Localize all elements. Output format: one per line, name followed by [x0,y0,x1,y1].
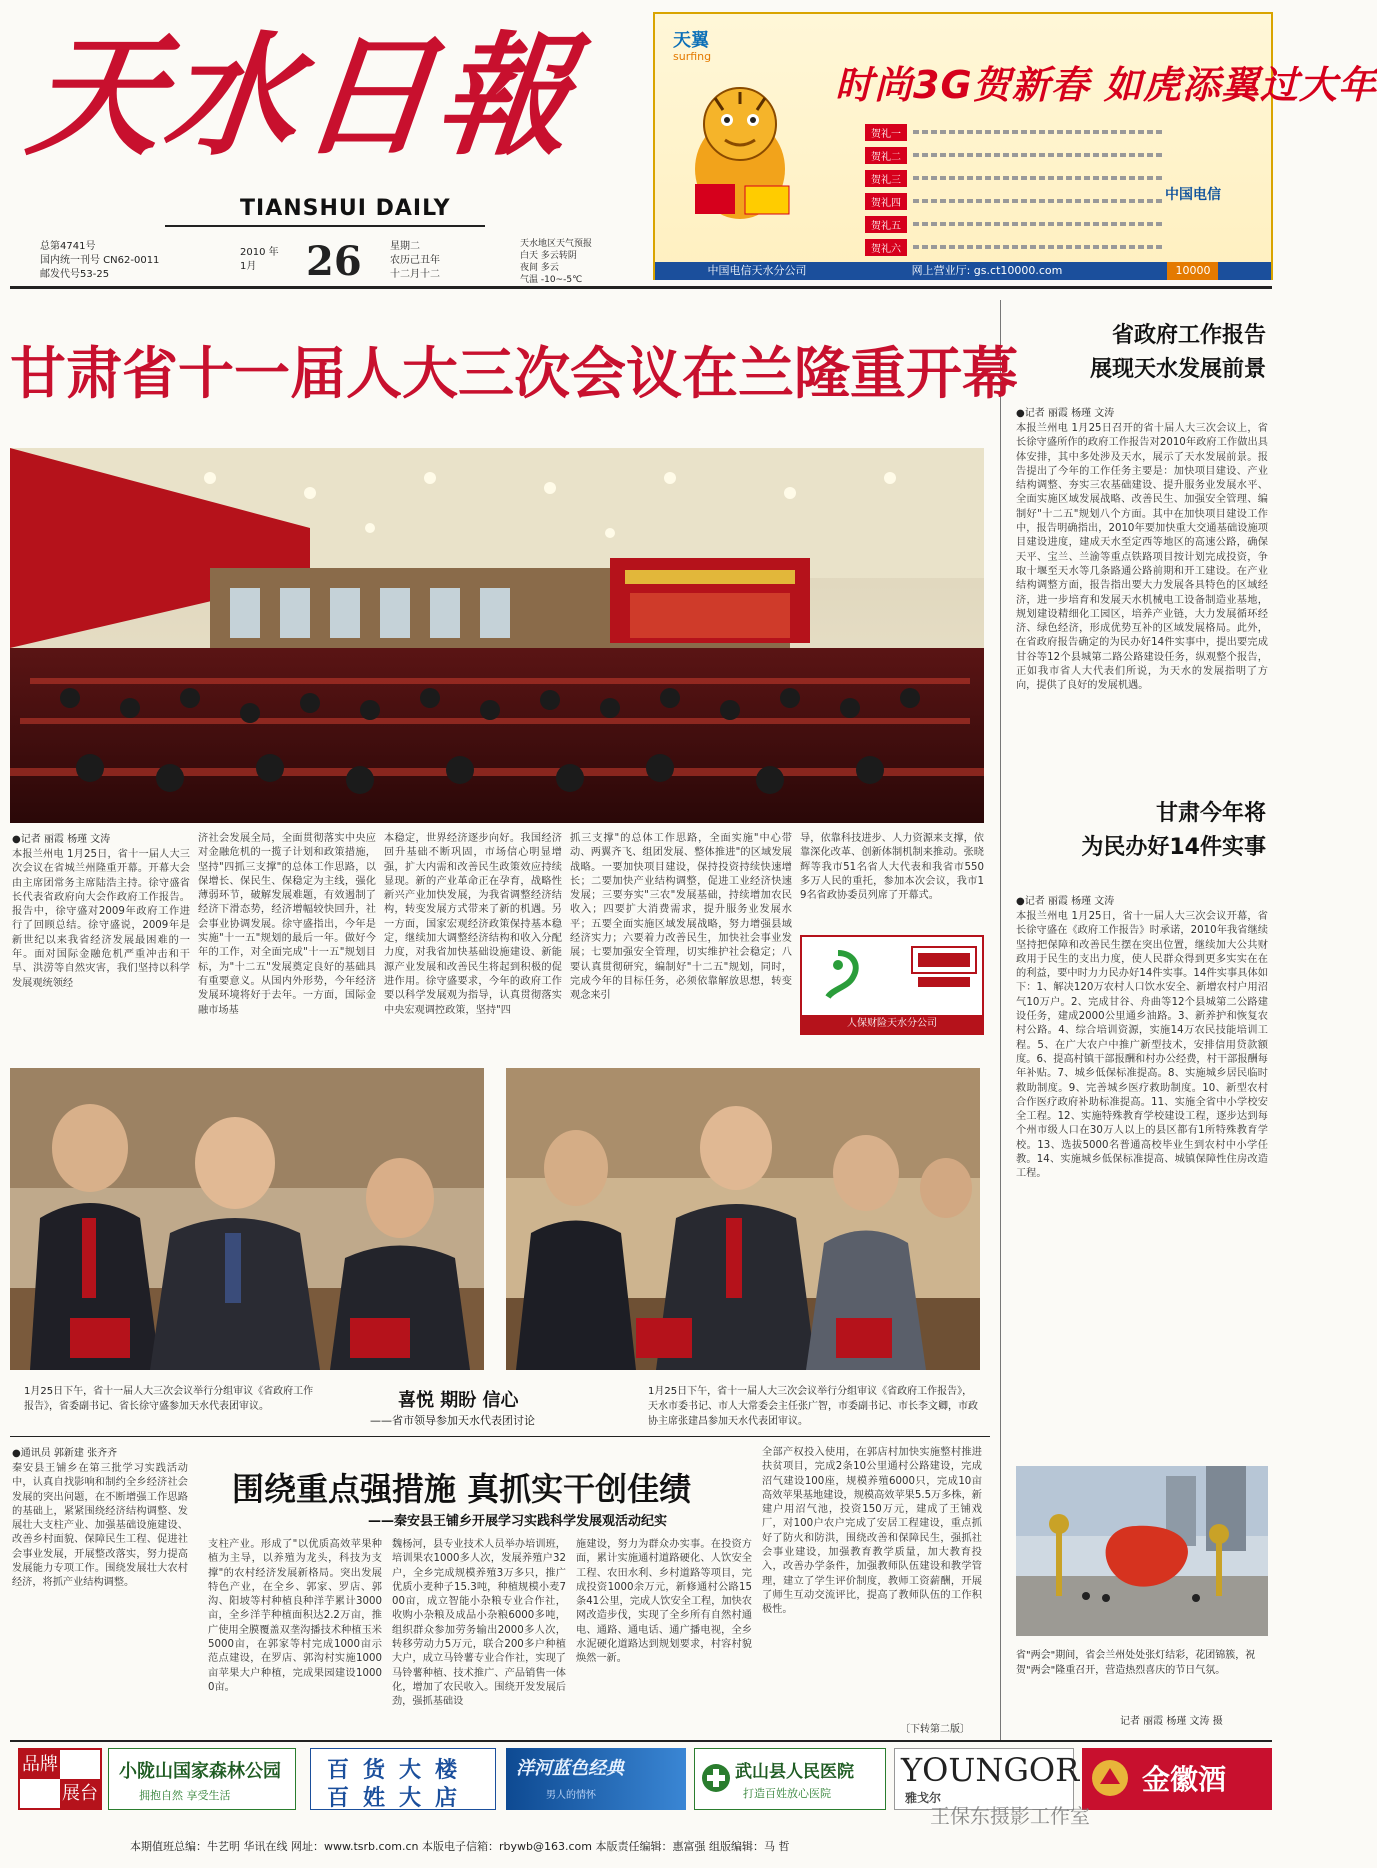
weather-night: 夜间 多云 [520,263,559,273]
side-text-2: 本报兰州电 1月25日，省十一届人大三次会议开幕，省长徐守盛在《政府工作报告》时承诺，2010年我省继续坚持把保障和改善民生摆在突出位置，继续加大公共财政用于民生的支出力度，使人民群众得到更多实实在在的利益，要中时力力民办好14件实事。14件实事具体如下：1、解决120万农村人口饮水安全、新增农村户用沼气10万户。2、完成甘谷、舟曲等12个县城第二公路建设任务，建成2000公里通乡油路。3、新养护和恢复农村公路。4、综合培训资源，实施14万农民技能培训工程。5、在广大农户中推广新型技术，安排信用贷款额度。6、提高村镇干部报酬和村办公经费，村干部报酬每年补贴。7、城乡低保标准提高。8、实施城乡居民临时救助制度。9、完善城乡医疗救助制度。10、新型农村合作医疗政府补助标准提高。11、实施全省中小学校安全工程。12、实施特殊教育学校建设工程，逐步达到每个州市级人口在30万人以上的县区都有1所特殊教育学校。13、选拔5000名普通高校毕业生到农村中小学任教。14、实施城乡低保标准提高、城镇保障性住房改造工程。 [1016,911,1268,1180]
lead-column-3: 本稳定，世界经济逐步向好。我国经济回升基础不断巩固，市场信心明显增强，扩大内需和改善民生政策效应持续显现。新的产业革命正在孕育，战略性新兴产业加快发展，为我省调整经济结构，转变发展方式带来了新的机遇。另一方面，国家宏观经济政策保持基本稳定，继续加大调整经济结构和收入分配力度，对我省加快基础设施建设、新能源产业发展和改善民生将起到积极的促进作用。徐守盛要求，今年的政府工作要以科学发展观为指导，认真贯彻落实中央宏观调控政策，坚持"四 [384,833,562,1016]
ad-brand-sub: surfing [673,50,712,63]
issue-cn-number: 国内统一刊号 CN62-0011 [40,255,160,266]
date-day: 26 [306,238,362,285]
forest-park-ad[interactable] [108,1748,296,1810]
tiger-mascot-icon [675,74,805,224]
date-year-month [240,246,279,274]
side-headline-1-line-1: 省政府工作报告 [1111,323,1266,348]
story2-byline: ●通讯员 郭新建 张齐齐 [12,1448,118,1459]
lead-column-4: 抓三支撑"的总体工作思路，全面实施"中心带动、两翼齐飞、组团发展、整体推进"的区域发展战略。一要加快项目建设，保持投资持续快速增长；二要加快产业结构调整，促进工业经济快速发展；三要夯实"三农"发展基础，持续增加农民收入；四要扩大消费需求，提升服务业发展水平；五要全面实施区域发展战略，努力增强县域经济实力；六要着力改善民生，加快社会事业发展；七要加强安全管理，切实维护社会稳定；八要认真贯彻研究，编制好"十二五"规划，同时，完成今年的目标任务，必须依靠解放思想，转变观念来引 [570,833,792,1002]
ad-gift-item: 贺礼一 [865,122,1165,142]
side-headline-2-line-1: 甘肃今年将 [1155,801,1266,826]
masthead-title-en: TIANSHUI DAILY [240,196,451,221]
jinhui-title: 金徽酒 [1142,1763,1227,1796]
bottom-rule [10,1740,1272,1742]
side-headline-1-line-2: 展现天水发展前景 [1089,357,1266,382]
story2-column-5: 全部产权投入使用，在郭店村加快实施整村推进扶贫项目，完成2条10公里通村公路建设，完成沼气建设100座，规模养殖6000只，完成10亩高效苹果基地建设，规模高效苹果5.5万多株，新建户用沼气池，投资150万元，建成了王铺戏厂，对100户农户完成了安居工程建设，重点抓好了防火和防洪，围绕改善和保障民生，强抓社会事业建设，加强教育教学质量，加大教育投入，改善办学条件，加强教师队伍建设和教学管理，建立了学生评价制度，教师工资薪酬，开展了师生互动交流评比，提高了教师队伍的工作积极性。 [762,1447,982,1616]
hospital-title: 武山县人民医院 [735,1762,854,1782]
date-lunar [390,240,440,282]
ad-hotline: 10000 [1167,262,1218,280]
side-photo-credit: 记者 丽霞 杨瑾 文涛 摄 [1120,1716,1223,1727]
yanghe-slogan: 男人的情怀 [546,1790,596,1801]
picc-ad[interactable] [800,935,984,1035]
china-telecom-logo: 中国电信 [1165,187,1221,203]
side-column-rule [1000,300,1001,1740]
ad-gift-item: 贺礼六 [865,237,1165,257]
lead-column-2: 济社会发展全局，全面贯彻落实中央应对金融危机的一揽子计划和政策措施，坚持"四抓三支撑"的总体工作思路，以保增长、保民生、保稳定为主线，强化薄弱环节，破解发展难题，有效遏制了经济下滑态势，经济增幅较快回升，社会事业协调发展。徐守盛指出，今年是实施"十一五"规划的最后一年。做好今年的工作，对全面完成"十一五"规划目标，为"十二五"发展奠定良好的基础具有重要意义。从国内外形势，今年经济发展环境将好于去年。一方面，国际金融市场基 [198,833,376,1016]
side-headline-2-line-2: 为民办好14件实事 [1081,835,1266,860]
telecom-ad[interactable] [653,12,1377,280]
lunar-day: 十二月十二 [390,269,440,280]
ad-brand: 天翼 [673,30,709,51]
ad-footer-bar [655,262,1271,280]
weather-box [520,238,592,286]
lunar-year: 农历己丑年 [390,255,440,266]
section-rule [10,1436,990,1437]
weekday: 星期二 [390,241,420,252]
jinhui-liquor-ad[interactable] [1082,1748,1272,1810]
photo-caption-right: 1月25日下午，省十一届人大三次会议举行分组审议《省政府工作报告》，天水市委书记、市人大常委会主任张广智，市委副书记、市长李文卿，市政协主席张建昌参加天水代表团审议。 [648,1386,978,1427]
side-photo-caption: 省"两会"期间，省会兰州处处张灯结彩，花团锦簇，祝贺"两会"隆重召开，营造热烈喜庆的节日气氛。 [1016,1650,1256,1676]
department-store-ad[interactable] [310,1748,496,1810]
masthead-divider [165,225,485,227]
side-text-1: 本报兰州电 1月25日召开的省十届人大三次会议上，省长徐守盛所作的政府工作报告对2010年政府工作做出具体安排，其中多处涉及天水，展示了天水发展前景。报告提出了今年的工作任务主要是：加快项目建设、产业结构调整、夯实三农基础建设、提升服务业发展水平、全面实施区域发展战略、改善民生、加强安全管理、编制好"十二五"规划八个方面。其中在加快项目建设工作中，报告明确指出，2010年要加快重大交通基础设施项目建设进度，建成天水至定西等地区的高速公路，确保天平、宝兰、兰渝等重点铁路项目按计划完成投资，争取十堰至天水等几条路通公路前期和开工建设。在产业结构调整方面，报告指出要大力发展各具特色的区域经济，进一步培育和发展天水机械电工设备制造业基地，规划建设精细化工园区，培养产业链，大力发展循环经济、绿色经济，形成优势互补的区域发展格局。此外，在省政府报告确定的为民办好14件实事中，提出要完成甘谷等12个县城第二路公路建设任务，纵观整个报告，正如我市省人大代表们所说，为天水的发展指明了方向，提供了良好的发展机遇。 [1016,423,1268,692]
story2-column-4: 施建设，努力为群众办实事。在投资方面，累计实施通村道路硬化、人饮安全工程、农田水利、乡村道路等项目，完成投资1000余万元，新修通村公路15条41公里，完成人饮安全工程，加快农网改造步伐，实现了全乡所有自然村通电、通路、通电话、通广播电视，全乡水泥硬化道路达到规划要求，村容村貌焕然一新。 [576,1539,752,1665]
lead-column-5: 导，依靠科技进步、人力资源来支撑，依靠深化改革、创新体制机制来推动。张晓辉等我市51名省人大代表和我省市550多万人民的重托，参加本次会议，我市19名省政协委员列席了开幕式。 [800,833,984,902]
weather-day: 白天 多云转阴 [520,251,577,261]
story2-column-3: 魏杨河，县专业技术人员举办培训班，培训果农1000多人次，发展养殖户32户，全乡完成规模养殖3万多只，推广优质小麦种子15.3吨，种植规模小麦700亩，成立智能小杂粮专业合作社，收购小杂粮及成品小杂粮6000多吨，组织群众参加劳务输出2000多人次，转移劳动力5万元，联合200多户种植大户，成立马铃薯专业合作社，实现了马铃薯种植、技术推广、产品销售一体化，增加了农民收入。围绕开发发展后劲，强抓基础设 [392,1539,566,1708]
story2-subhead: ——秦安县王铺乡开展学习实践科学发展观活动纪实 [368,1514,668,1529]
ad-footer-left: 中国电信天水分公司 [707,264,807,277]
jinhui-emblem-icon [1090,1758,1130,1798]
page-footer: 本期值班总编：牛艺明 华讯在线 网址：www.tsrb.com.cn 本版电子信箱：rbywb@163.com 本版责任编辑：惠富强 组版编辑：马 哲 [130,1840,790,1853]
masthead-title: 天水日報 [21,19,583,174]
picc-logo-icon [912,947,976,991]
brand-showcase-label-b: 展台 [60,1779,100,1808]
photo-caption-left: 1月25日下午，省十一届人大三次会议举行分组审议《省政府工作报告》，省委副书记、省长徐守盛参加天水代表团审议。 [24,1386,314,1412]
hospital-cross-icon [701,1763,731,1793]
yanghe-liquor-ad[interactable] [506,1748,686,1810]
department-store-line-1: 百货大楼 [327,1758,472,1783]
lead-column-1: 本报兰州电 1月25日，省十一届人大三次会议在省城兰州隆重开幕。开幕大会由主席团常务主席陆浩主持。徐守盛省长代表省政府向大会作政府工作报告。报告中，徐守盛对2009年政府工作进行了回顾总结。徐守盛说，2009年是新世纪以来我省经济发展最困难的一年。面对国际金融危机严重冲击和干旱、洪涝等自然灾害，我们坚持以科学发展观统领经 [12,849,190,989]
forest-park-slogan: 拥抱自然 享受生活 [139,1789,231,1802]
expo-logo-icon [808,945,868,1005]
ad-gift-list [865,122,1165,260]
brand-showcase-ad[interactable] [18,1748,102,1810]
delegates-photo-right [506,1068,980,1370]
date-year: 2010 年 [240,247,279,258]
ad-gift-item: 贺礼三 [865,168,1165,188]
side-byline-2: ●记者 丽霞 杨瑾 文涛 [1016,896,1115,907]
lead-byline: ●记者 丽霞 杨瑾 文涛 [12,834,111,845]
picc-ad-label: 人保财险天水分公司 [802,1015,982,1033]
assembly-hall-photo [10,448,984,823]
lanzhou-street-photo [1016,1466,1268,1636]
delegates-photo-left [10,1068,484,1370]
ad-gift-item: 贺礼五 [865,214,1165,234]
top-rule [10,286,1272,289]
photo-center-title: 喜悦 期盼 信心 [398,1390,519,1411]
issue-info [40,240,159,282]
brand-showcase-label-a: 品牌 [20,1750,60,1779]
forest-park-title: 小陇山国家森林公园 [119,1761,281,1782]
ad-gift-item: 贺礼二 [865,145,1165,165]
yanghe-title: 洋河蓝色经典 [516,1758,624,1779]
issue-number: 总第4741号 [40,241,96,252]
ad-footer-mid: 网上营业厅: gs.ct10000.com [911,264,1063,277]
weather-title: 天水地区天气预报 [520,239,593,249]
issue-postal-code: 邮发代号53-25 [40,269,110,280]
story2-continued[interactable]: 〔下转第二版〕 [900,1724,970,1735]
hospital-slogan: 打造百姓放心医院 [743,1787,831,1800]
story2-column-1: 秦安县王铺乡在第三批学习实践活动中，认真自找影响和制约全乡经济社会发展的突出问题，在不断增强工作思路的基础上，紧紧围绕经济结构调整、发展壮大支柱产业、加强基础设施建设、改善乡村面貌、保障民生工程、促进社会事业发展，开展整改落实，努力提高发展能力专项工作。围绕发展壮大农村经济，将抓产业结构调整。 [12,1463,188,1589]
weather-temp: 气温 -10~-5℃ [520,275,583,285]
lead-headline: 甘肃省十一届人大三次会议在兰隆重开幕 [10,342,1018,407]
photo-center-subtitle: ——省市领导参加天水代表团讨论 [370,1414,535,1427]
wushan-hospital-ad[interactable] [694,1748,886,1810]
youngor-logo: YOUNGOR [901,1751,1080,1789]
youngor-sub: 雅戈尔 [905,1791,942,1805]
photo-studio-watermark: 王保东摄影工作室 [930,1804,1090,1828]
department-store-line-2: 百姓大店 [327,1786,472,1811]
date-month: 1月 [240,261,257,272]
ad-gift-item: 贺礼四 [865,191,1165,211]
side-byline-1: ●记者 丽霞 杨瑾 文涛 [1016,408,1115,419]
ad-slogan: 时尚3G贺新春 如虎添翼过大年 [835,63,1377,107]
story2-column-2: 支柱产业。形成了"以优质高效苹果种植为主导，以养殖为龙头，科技为支撑"的农村经济发展新格局。突出发展特色产业，在全乡、郭家、罗店、郭沟、阳坡等村种植良种洋芋累计3000亩，全乡洋芋种植面积达2.2万亩，推广使用全膜覆盖双垄沟播技术种植玉米5000亩，在郭家等村完成1000亩示范点建设，在罗店、郭沟村实施1000亩苹果大户种植，完成果园建设10000亩。 [208,1539,382,1693]
story2-headline: 围绕重点强措施 真抓实干创佳绩 [232,1470,692,1508]
